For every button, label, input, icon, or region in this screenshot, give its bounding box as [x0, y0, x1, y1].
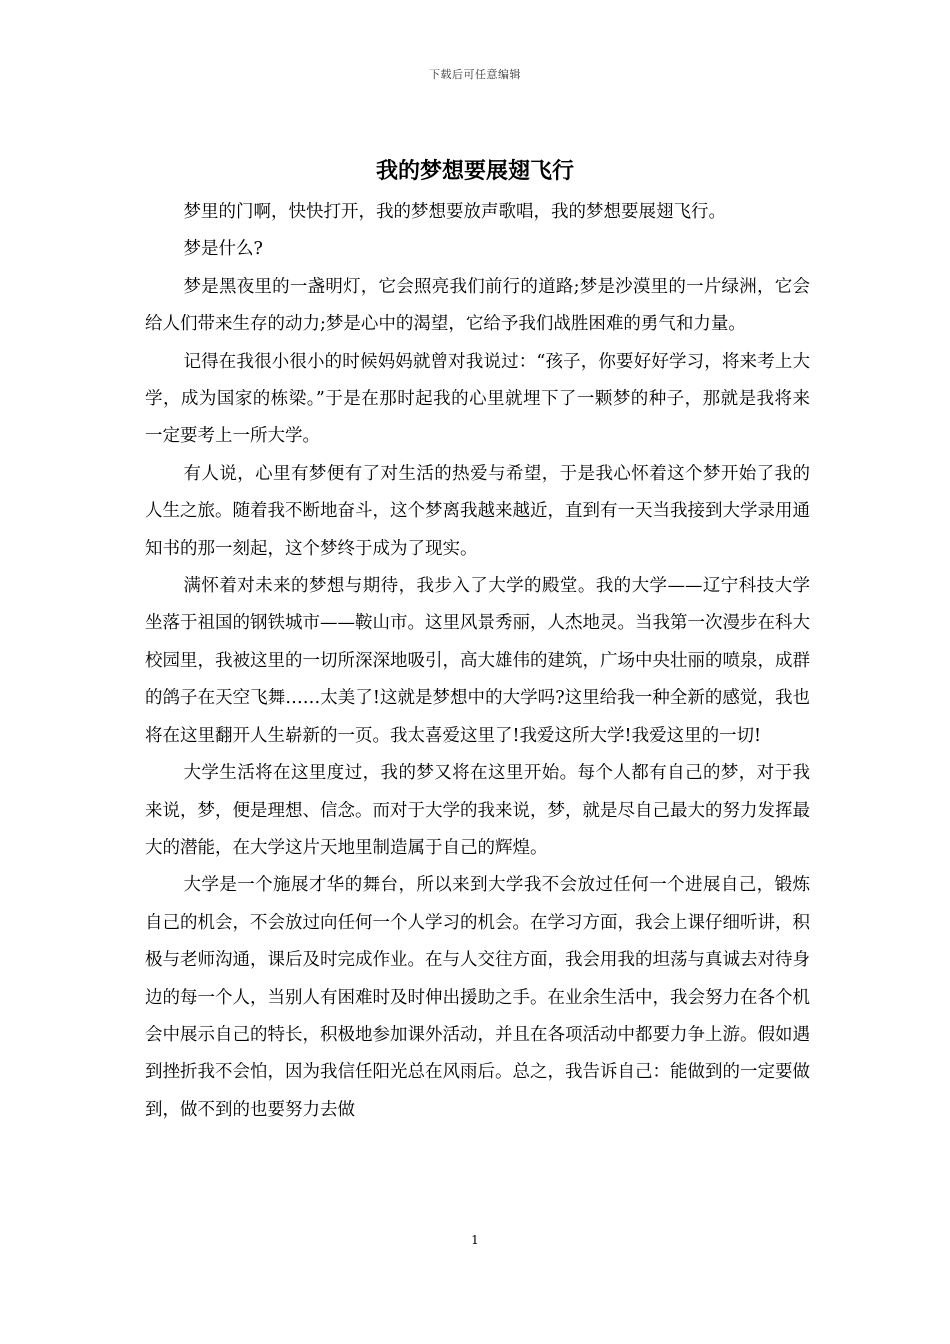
page-header-note: 下载后可任意编辑	[429, 68, 521, 81]
paragraph: 满怀着对未来的梦想与期待，我步入了大学的殿堂。我的大学——辽宁科技大学坐落于祖国的钢铁城市——鞍山市。这里风景秀丽，人杰地灵。当我第一次漫步在科大校园里，我被这里的一切所深深地吸引，高大雄伟的建筑，广场中央壮丽的喷泉，成群的鸽子在天空飞舞……太美了!这就是梦想中的大学吗?这里给我一种全新的感觉，我也将在这里翻开人生崭新的一页。我太喜爱这里了!我爱这所大学!我爱这里的一切!	[145, 576, 810, 746]
document-title: 我的梦想要展翅飞行	[375, 158, 574, 184]
document-body	[145, 194, 810, 1129]
paragraph: 梦是黑夜里的一盏明灯，它会照亮我们前行的道路;梦是沙漠里的一片绿洲，它会给人们带来生存的动力;梦是心中的渴望，它给予我们战胜困难的勇气和力量。	[145, 276, 810, 335]
page-number: 1	[471, 1233, 479, 1247]
paragraph: 梦是什么?	[183, 239, 263, 260]
paragraph: 梦里的门啊，快快打开，我的梦想要放声歌唱，我的梦想要展翅飞行。	[183, 202, 726, 222]
paragraph: 大学生活将在这里度过，我的梦又将在这里开始。每个人都有自己的梦，对于我来说，梦，便是理想、信念。而对于大学的我来说，梦，就是尽自己最大的努力发挥最大的潜能，在大学这片天地里制造属于自己的辉煌。	[145, 763, 810, 858]
paragraph: 大学是一个施展才华的舞台，所以来到大学我不会放过任何一个进展自己，锻炼自己的机会，不会放过向任何一个人学习的机会。在学习方面，我会上课仔细听讲，积极与老师沟通，课后及时完成作业。在与人交往方面，我会用我的坦荡与真诚去对待身边的每一个人，当别人有困难时及时伸出援助之手。在业余生活中，我会努力在各个机会中展示自己的特长，积极地参加课外活动，并且在各项活动中都要力争上游。假如遇到挫折我不会怕，因为我信任阳光总在风雨后。总之，我告诉自己：能做到的一定要做到，做不到的也要努力去做	[145, 875, 810, 1120]
paragraph: 有人说，心里有梦便有了对生活的热爱与希望，于是我心怀着这个梦开始了我的人生之旅。随着我不断地奋斗，这个梦离我越来越近，直到有一天当我接到大学录用通知书的那一刻起，这个梦终于成为了现实。	[145, 463, 810, 559]
paragraph: 记得在我很小很小的时候妈妈就曾对我说过：“孩子，你要好好学习，将来考上大学，成为国家的栋梁。”于是在那时起我的心里就埋下了一颗梦的种子，那就是我将来一定要考上一所大学。	[145, 351, 810, 447]
